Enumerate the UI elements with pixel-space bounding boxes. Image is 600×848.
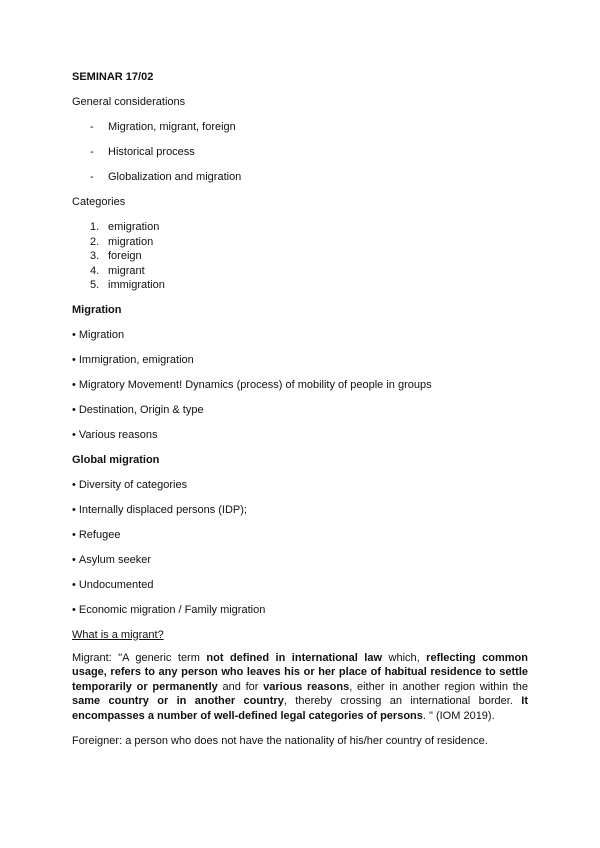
list-item: • Diversity of categories — [72, 478, 188, 491]
page-title: SEMINAR 17/02 — [72, 71, 154, 83]
list-item: 5. immigration — [90, 279, 165, 291]
list-item: 4. migrant — [90, 264, 145, 277]
global-migration-heading: Global migration — [72, 453, 160, 466]
migration-list — [72, 328, 528, 442]
categories-list — [72, 220, 528, 293]
list-item: 2. migration — [90, 235, 154, 248]
list-item: • Refugee — [72, 528, 121, 541]
migration-heading: Migration — [72, 303, 122, 316]
list-item: • Migration — [72, 328, 125, 341]
document-page — [72, 70, 528, 759]
list-item: • Internally displaced persons (IDP); — [72, 503, 247, 516]
foreigner-definition: Foreigner: a person who does not have the nationality of his/her country of residence. — [72, 735, 488, 747]
list-item: • Economic migration / Family migration — [72, 603, 266, 616]
list-item: - Migration, migrant, foreign — [90, 121, 236, 133]
categories-heading: Categories — [72, 196, 126, 208]
list-item: - Historical process — [90, 146, 195, 158]
list-item: • Asylum seeker — [72, 553, 151, 566]
migrant-definition: Migrant: "A generic term not defined in international law which, reflecting common usage, refers to any person who leaves his or her place of habitual residence to settle temporarily or permanently and for various reasons, either in another region within the same country or in another country, thereby crossing an international border. It encompasses a number of well-defined legal categories of persons. " (IOM 2019). — [72, 651, 528, 722]
list-item: - Globalization and migration — [90, 171, 242, 183]
general-heading: General considerations — [72, 96, 186, 108]
list-item: • Destination, Origin & type — [72, 403, 204, 416]
list-item: 1. emigration — [90, 221, 160, 233]
list-item: • Immigration, emigration — [72, 353, 194, 366]
list-item: • Undocumented — [72, 578, 154, 591]
what-is-a-migrant-heading: What is a migrant? — [72, 628, 164, 641]
global-migration-list — [72, 478, 528, 617]
list-item: 3. foreign — [90, 250, 142, 262]
list-item: • Migratory Movement! Dynamics (process) of mobility of people in groups — [72, 378, 432, 391]
general-list — [72, 120, 528, 184]
list-item: • Various reasons — [72, 428, 158, 441]
